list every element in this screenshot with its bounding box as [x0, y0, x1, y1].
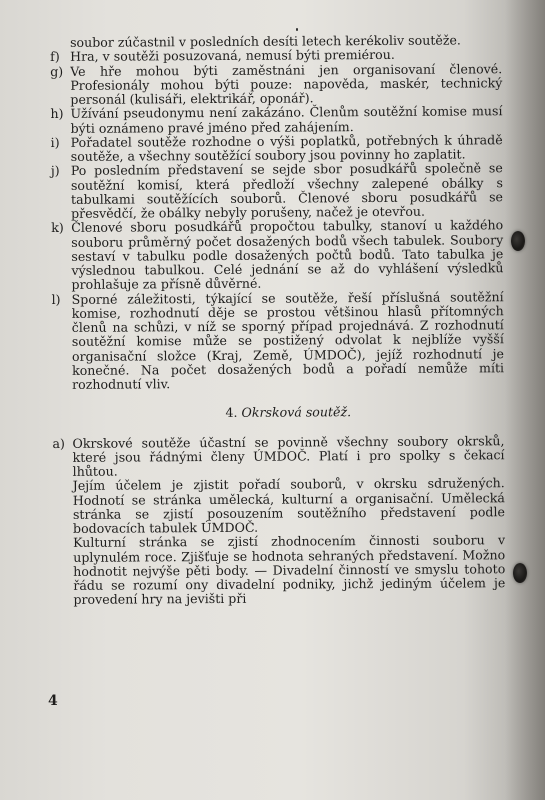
item-text: Okrskové soutěže účastní se povinně všechny soubory okrsků, které jsou řádnými členy ÚMDOČ. Platí i pro spolky s čekací lhůtou.	[72, 432, 505, 479]
binding-hole-upper	[511, 231, 525, 251]
item-text: Po posledním představení se sejde sbor posudkářů společně se soutěžní komisí, která předloží všechny zalepené obálky s tabulkami soutěžících souborů. Členové sboru posudkářů se přesvědčí, že obálky nebyly porušeny, načež je otevřou.	[70, 160, 504, 221]
item-label: k)	[51, 220, 64, 236]
section-paragraph: Kulturní stránka se zjistí zhodnocením činnosti souboru v uplynulém roce. Zjišťuje se hodnota sehraných představení. Možno hodnotit nejvýše pěti body. — Divadelní činností ve smyslu tohoto řádu se rozumí ony divadelní podniky, jichž jediným účelem je provedení hry na jevišti při	[73, 532, 506, 608]
section-item-a	[52, 434, 504, 480]
rule-item-g	[50, 62, 502, 108]
binding-hole-lower	[513, 563, 527, 583]
section-paragraph: Jejím účelem je zjistit pořadí souborů, v okrsku sdružených. Hodnotí se stránka umělecká, kulturní a organisační. Umělecká stránka se zjistí posouzením soutěžního představení podle bodovacích tabulek ÚMDOČ.	[72, 475, 505, 536]
rule-item-l	[52, 290, 505, 393]
item-label: f)	[50, 49, 60, 65]
item-label: g)	[50, 63, 64, 79]
section-title: Okrsková soutěž.	[241, 404, 352, 421]
item-label: l)	[51, 291, 61, 307]
ink-speck	[296, 28, 298, 31]
item-label: j)	[50, 163, 60, 179]
section-number: 4.	[225, 405, 238, 421]
rule-item-j	[51, 161, 503, 221]
item-label: h)	[50, 106, 64, 122]
page-body	[50, 33, 505, 607]
page-number: 4	[48, 693, 58, 709]
rule-item-i	[51, 133, 503, 164]
item-label: i)	[50, 134, 60, 150]
item-text: Pořadatel soutěže rozhodne o výši poplatků, potřebných k úhradě soutěže, a všechny soutěžící soubory jsou povinny ho zaplatit.	[70, 131, 503, 164]
item-text: Užívání pseudonymu není zakázáno. Členům soutěžní komise musí býti oznámeno pravé jméno před zahájením.	[70, 103, 503, 136]
rule-item-h	[50, 104, 502, 135]
item-text: Členové sboru posudkářů propočtou tabulky, stanoví u každého souboru průměrný počet dosažených bodů všech tabulek. Soubory sestaví v tabulku podle dosažených počtů bodů. Tato tabulka je výslednou tabulkou. Celé jednání se až do vyhlášení výsledků prohlašuje za přísně důvěrné.	[71, 217, 504, 293]
paragraph-continuation: soubor zúčastnil v posledních desíti letech kerékoliv soutěže.	[69, 32, 461, 50]
item-text: Ve hře mohou býti zaměstnáni jen organisovaní členové. Profesionály mohou býti pouze: napověda, maskér, technický personál (kulisáři, elektrikář, oponář).	[70, 60, 503, 107]
section-heading	[52, 404, 504, 421]
item-label: a)	[52, 435, 65, 451]
rule-item-k	[51, 218, 503, 292]
item-text: Sporné záležitosti, týkající se soutěže, řeší příslušná soutěžní komise, rozhodnutí děje se prostou většinou hlasů přítomných členů na schůzi, v níž se sporný případ projednává. Z rozhodnutí soutěžní komise může se postižený odvolat k nejblíže vyšší organisační složce (Kraj, Země, ÚMDOČ), jejíž rozhodnutí je konečné. Na počet dosažených bodů a pořadí nemůže míti rozhodnutí vliv.	[71, 288, 505, 392]
item-text: Hra, v soutěži posuzovaná, nemusí býti premiérou.	[70, 47, 395, 65]
